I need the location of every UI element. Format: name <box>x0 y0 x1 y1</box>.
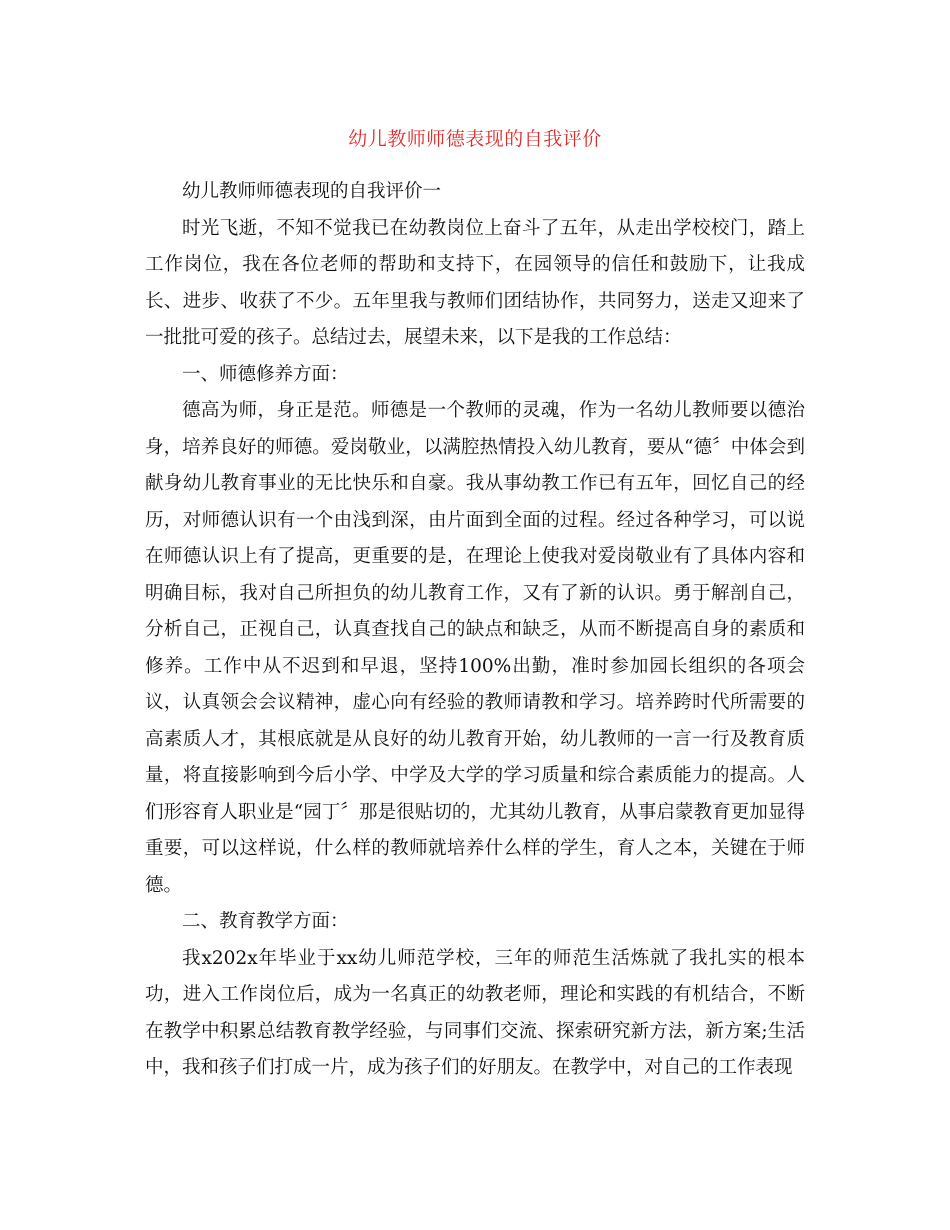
ethics-paragraph: 德高为师，身正是范。师德是一个教师的灵魂，作为一名幼儿教师要以德治身，培养良好的师德。爱岗敬业，以满腔热情投入幼儿教育，要从“德〞中体会到献身幼儿教育事业的无比快乐和自豪。我从事幼教工作已有五年，回忆自己的经历，对师德认识有一个由浅到深，由片面到全面的过程。经过各种学习，可以说在师德认识上有了提高，更重要的是，在理论上使我对爱岗敬业有了具体内容和明确目标，我对自己所担负的幼儿教育工作，又有了新的认识。勇于解剖自己，分析自己，正视自己，认真查找自己的缺点和缺乏，从而不断提高自身的素质和修养。工作中从不迟到和早退，坚持100%出勤，准时参加园长组织的各项会议，认真领会会议精神，虚心向有经验的教师请教和学习。培养跨时代所需要的高素质人才，其根底就是从良好的幼儿教育开始，幼儿教师的一言一行及教育质量，将直接影响到今后小学、中学及大学的学习质量和综合素质能力的提高。人们形容育人职业是“园丁〞那是很贴切的，尤其幼儿教育，从事启蒙教育更加显得重要，可以这样说，什么样的教师就培养什么样的学生，育人之本，关键在于师德。 <box>145 400 805 896</box>
section-heading-teaching: 二、教育教学方面： <box>182 911 349 932</box>
document-title: 幼儿教师师德表现的自我评价 <box>348 128 602 150</box>
intro-paragraph: 时光飞逝，不知不觉我已在幼教岗位上奋斗了五年，从走出学校校门，踏上工作岗位，我在各位老师的帮助和支持下，在园领导的信任和鼓励下，让我成长、进步、收获了不少。五年里我与教师们团结协作，共同努力，送走又迎来了一批批可爱的孩子。总结过去，展望未来，以下是我的工作总结： <box>145 217 805 348</box>
section-heading-ethics: 一、师德修养方面： <box>182 363 349 385</box>
subtitle-paragraph: 幼儿教师师德表现的自我评价一 <box>182 181 442 202</box>
teaching-paragraph: 我x202x年毕业于xx幼儿师范学校，三年的师范生活炼就了我扎实的根本功，进入工作岗位后，成为一名真正的幼教老师，理论和实践的有机结合，不断在教学中积累总结教育教学经验，与同事们交流、探索研究新方法，新方案;生活中，我和孩子们打成一片，成为孩子们的好朋友。在教学中，对自己的工作表现 <box>145 947 805 1078</box>
document-body <box>145 174 805 1087</box>
